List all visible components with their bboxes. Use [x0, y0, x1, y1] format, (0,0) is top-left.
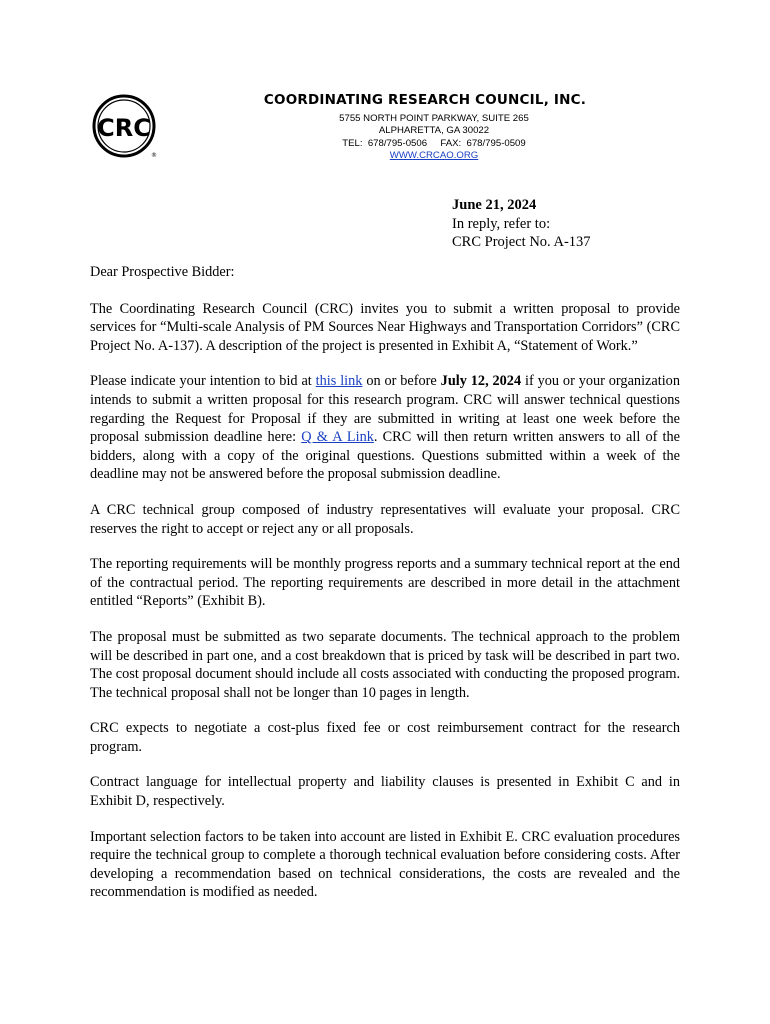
paragraph-invitation: The Coordinating Research Council (CRC) invites you to submit a written proposal to provide services for “Multi-scale Analysis of PM Sources Near Highways and Transportation Corridors” (CRC Project No. A-137). A description of the project is presented in Exhibit A, “Statement of Work.”: [90, 300, 680, 354]
paragraph-contract-type: CRC expects to negotiate a cost-plus fixed fee or cost reimbursement contract for the research program.: [90, 720, 680, 755]
logo-lettering: CRC: [97, 114, 151, 142]
website-link[interactable]: WWW.CRCAO.ORG: [389, 150, 479, 162]
address-line-1: 5755 NORTH POINT PARKWAY, SUITE 265: [339, 113, 529, 124]
letter-date: June 21, 2024: [452, 197, 537, 213]
p2-text-b: on or before: [362, 373, 441, 390]
letter-body: [90, 263, 680, 919]
p2-text-c: if you or your organization intends to submit a written proposal for this research program. CRC will answer technical questions regarding the Request for Proposal if they are submitted in writing at least one week before the proposal submission deadline here:: [90, 373, 680, 446]
address-line-2: ALPHARETTA, GA 30022: [378, 125, 490, 137]
crc-logo: [92, 94, 158, 160]
p2-text-a: Please indicate your intention to bid at: [90, 373, 316, 390]
letterhead: [200, 92, 650, 163]
address-block: [200, 113, 650, 163]
organization-name: COORDINATING RESEARCH COUNCIL, INC.: [263, 92, 587, 108]
paragraph-intent-to-bid: [90, 372, 680, 484]
reply-line: In reply, refer to:: [452, 215, 551, 232]
paragraph-proposal-format: The proposal must be submitted as two separate documents. The technical approach to the problem will be described in part one, and a cost breakdown that is priced by task will be described in part two. The cost proposal document should include all costs associated with conducting the proposed program. The technical proposal shall not be longer than 10 pages in length.: [90, 628, 681, 701]
intent-to-bid-link[interactable]: this link: [315, 373, 363, 390]
salutation: Dear Prospective Bidder:: [90, 264, 235, 280]
bid-deadline: July 12, 2024: [440, 373, 522, 390]
paragraph-selection-factors: Important selection factors to be taken into account are listed in Exhibit E. CRC evaluation procedures require the technical group to complete a thorough technical evaluation before considering costs. After developing a recommendation based on technical considerations, the costs are revealed and the recommendation is modified as needed.: [90, 828, 680, 901]
reference-block: [452, 196, 591, 252]
project-reference: CRC Project No. A-137: [452, 234, 591, 250]
p2-text-d: . CRC will then return written answers to all of the bidders, along with a copy of the original questions. Questions submitted within a week of the deadline may not be answered before the proposal submission deadline.: [90, 429, 680, 483]
registered-mark: ®: [151, 152, 157, 159]
paragraph-contract-language: Contract language for intellectual property and liability clauses is presented in Exhibit C and in Exhibit D, respectively.: [90, 774, 680, 810]
paragraph-evaluation: A CRC technical group composed of industry representatives will evaluate your proposal. CRC reserves the right to accept or reject any or all proposals.: [90, 501, 680, 537]
qa-link[interactable]: Q & A Link: [301, 429, 374, 446]
phone-fax-line: TEL: 678/795-0506 FAX: 678/795-0509: [342, 137, 526, 149]
paragraph-reporting: The reporting requirements will be monthly progress reports and a summary technical report at the end of the contractual period. The reporting requirements are described in more detail in the attachment entitled “Reports” (Exhibit B).: [90, 556, 680, 610]
